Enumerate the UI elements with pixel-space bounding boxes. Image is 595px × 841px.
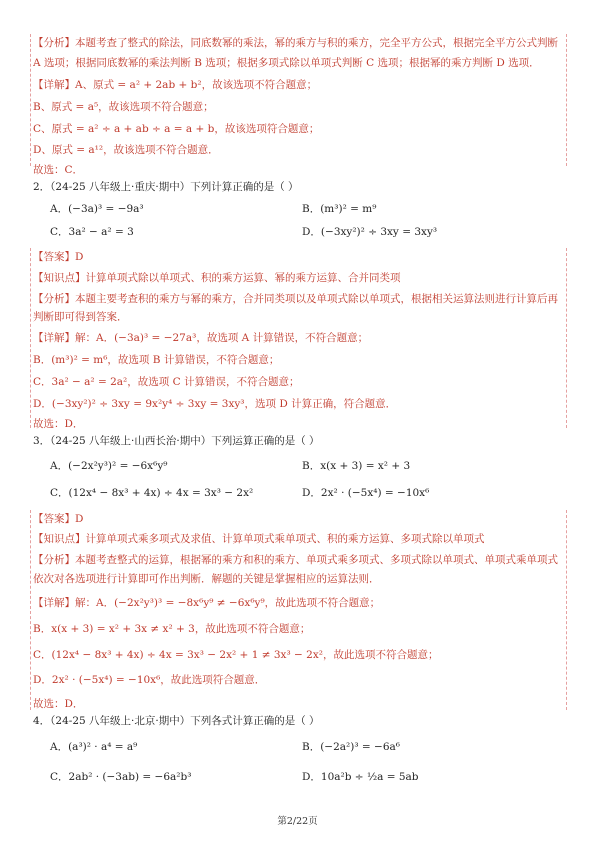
q2-detail-c: C．3a² − a² = 2a²，故选项 C 计算错误，不符合题意；	[33, 376, 300, 388]
page-number: 第2/22页	[277, 816, 318, 827]
q4-option-c: C．2ab² · (−3ab) = −6a²b³	[50, 771, 192, 783]
q2-detail-b: B．(m³)² = m⁶，故选项 B 计算错误，不符合题意；	[33, 354, 280, 366]
q2-knowledge: 【知识点】计算单项式除以单项式、积的乘方运算、幂的乘方运算、合并同类项	[33, 272, 401, 284]
q2-option-d: D．(−3xy²)² ÷ 3xy = 3xy³	[302, 226, 438, 238]
q4-option-b: B．(−2a²)³ = −6a⁶	[302, 741, 400, 753]
q2-detail-d: D．(−3xy²)² ÷ 3xy = 9x²y⁴ ÷ 3xy = 3xy³，选项 D 计算正确，符合题意．	[33, 398, 397, 410]
q2-answer: 【答案】D	[33, 251, 84, 263]
q3-answer: 【答案】D	[33, 513, 84, 525]
q2-option-a: A．(−3a)³ = −9a³	[50, 203, 144, 215]
q3-detail-a: 【详解】解：A．(−2x²y³)³ = −8x⁶y⁹ ≠ −6x⁶y⁹，故此选项不符合题意；	[33, 597, 381, 609]
q4-stem: 4．（24-25 八年级上·北京·期中）下列各式计算正确的是（ ）	[33, 715, 320, 727]
q4-option-a: A．(a³)² · a⁴ = a⁹	[50, 741, 138, 753]
q3-detail-c: C．(12x⁴ − 8x³ + 4x) ÷ 4x = 3x³ − 2x² + 1 ≠ 3x³ − 2x²，故此选项不符合题意；	[33, 649, 439, 661]
q3-knowledge: 【知识点】计算单项式乘多项式及求值、计算单项式乘单项式、积的乘方运算、多项式除以单项式	[33, 533, 485, 545]
q1-detail-a: 【详解】A、原式 = a² + 2ab + b²，故该选项不符合题意；	[33, 79, 318, 91]
q3-option-b: B．x(x + 3) = x² + 3	[302, 460, 411, 472]
q3-choice: 故选：D．	[33, 698, 84, 710]
q1-detail-b: B、原式 = a⁵，故该选项不符合题意；	[33, 101, 214, 113]
q3-detail-d: D．2x² · (−5x⁴) = −10x⁶，故此选项符合题意．	[33, 674, 266, 686]
q4-option-d: D．10a²b ÷ ½a = 5ab	[302, 771, 419, 783]
q2-detail-a: 【详解】解：A．(−3a)³ = −27a³，故选项 A 计算错误，不符合题意；	[33, 332, 369, 344]
q1-analysis-line1: 【分析】本题考查了整式的除法，同底数幂的乘法，幂的乘方与积的乘方，完全平方公式，根据完全平方公式判断	[33, 37, 558, 49]
q3-analysis-line2: 依次对各选项进行计算即可作出判断．解题的关键是掌握相应的运算法则．	[33, 573, 380, 585]
q1-detail-d: D、原式 = a¹²，故该选项不符合题意．	[33, 144, 219, 156]
q2-analysis-line1: 【分析】本题主要考查积的乘方与幂的乘方，合并同类项以及单项式除以单项式，根据相关运算法则进行计算后再	[33, 293, 558, 305]
q2-stem: 2．（24-25 八年级上·重庆·期中）下列计算正确的是（ ）	[33, 181, 299, 193]
q2-choice: 故选：D．	[33, 418, 84, 430]
q1-detail-c: C、原式 = a² ÷ a + ab ÷ a = a + b，故该选项符合题意；	[33, 123, 320, 135]
q1-choice: 故选：C．	[33, 164, 84, 176]
q3-option-d: D．2x² · (−5x⁴) = −10x⁶	[302, 487, 430, 499]
q3-option-c: C．(12x⁴ − 8x³ + 4x) ÷ 4x = 3x³ − 2x²	[50, 487, 254, 499]
q2-option-b: B．(m³)² = m⁹	[302, 203, 377, 215]
q2-analysis-line2: 判断即可得到答案．	[33, 311, 128, 323]
q3-analysis-line1: 【分析】本题考查整式的运算，根据幂的乘方和积的乘方、单项式乘多项式、多项式除以单项式、单项式乘单项式	[33, 554, 558, 566]
q3-stem: 3．（24-25 八年级上·山西长治·期中）下列运算正确的是（ ）	[33, 435, 320, 447]
q2-option-c: C．3a² − a² = 3	[50, 226, 134, 238]
q3-option-a: A．(−2x²y³)² = −6x⁶y⁹	[50, 460, 168, 472]
q1-analysis-line2: A 选项；根据同底数幂的乘法判断 B 选项；根据多项式除以单项式判断 C 选项；根据幂的乘方判断 D 选项．	[33, 57, 540, 69]
q3-detail-b: B．x(x + 3) = x² + 3x ≠ x² + 3，故此选项不符合题意；	[33, 623, 311, 635]
